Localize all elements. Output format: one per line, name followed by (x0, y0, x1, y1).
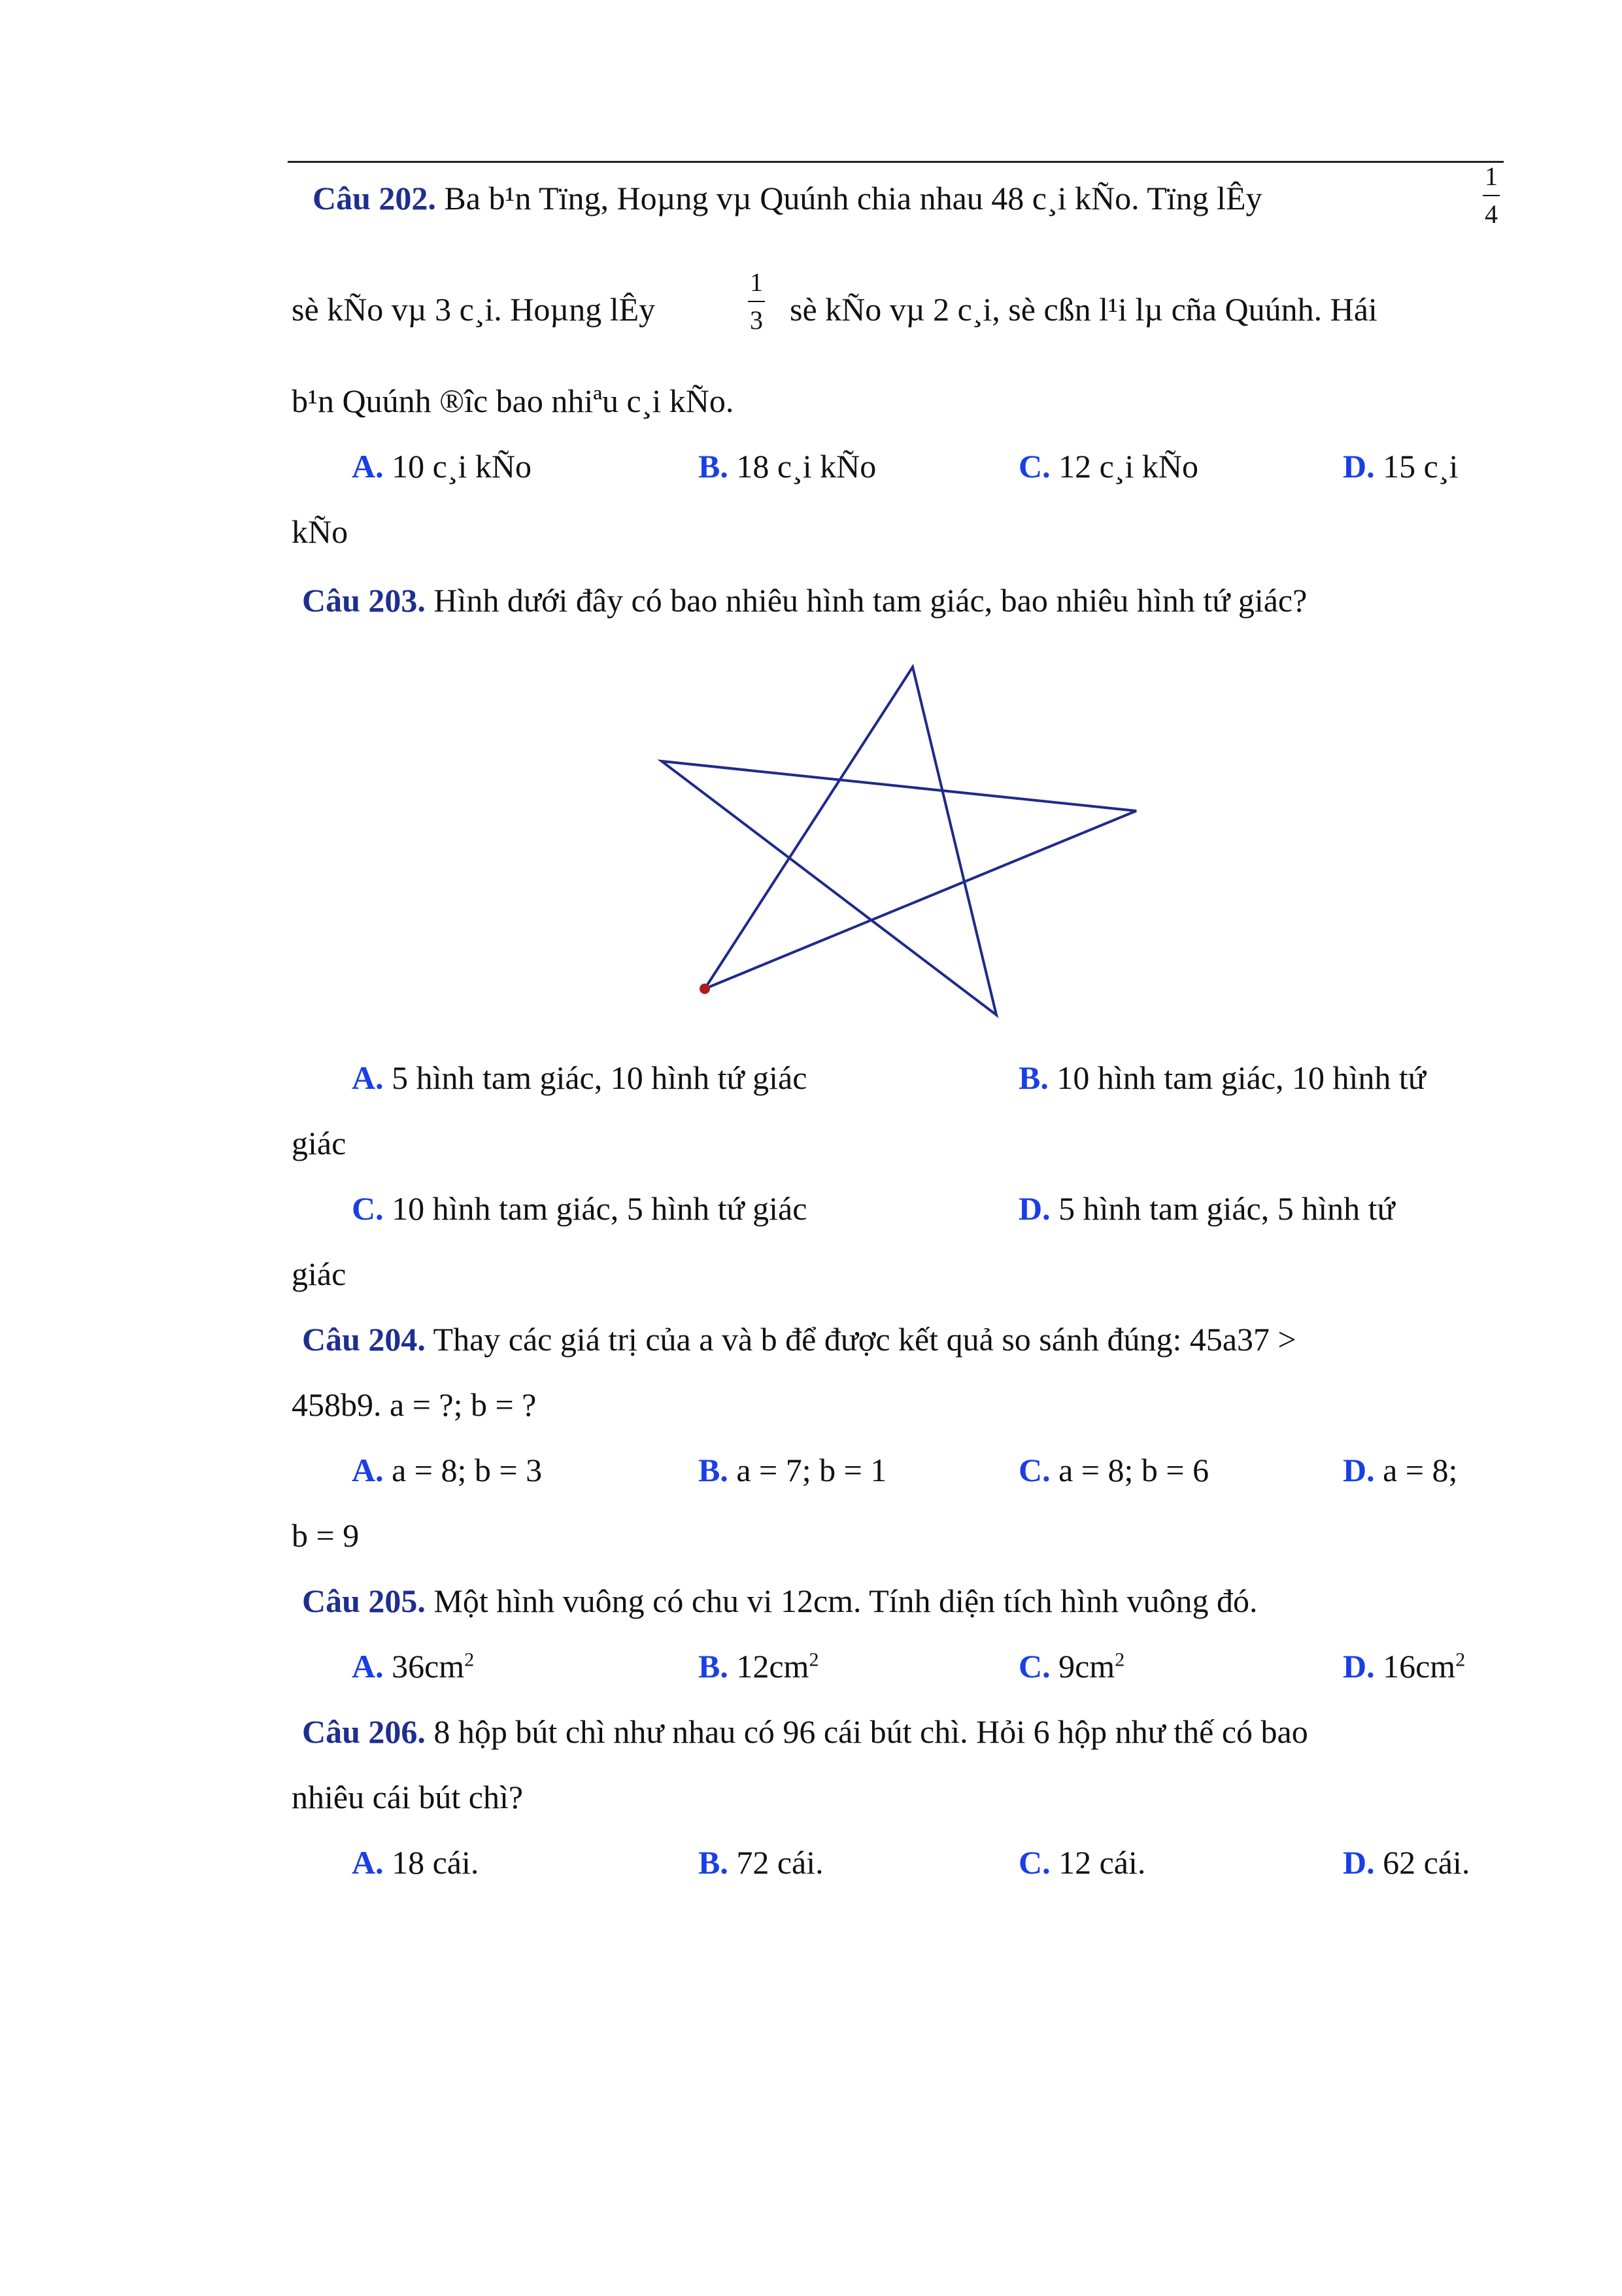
option-key: C. (352, 1190, 384, 1227)
option-text: 10 c¸i kÑo (392, 448, 532, 485)
question-label: Câu 203. (302, 582, 426, 619)
option-d[interactable] (1343, 1647, 1465, 1686)
option-text: a = 8; b = 6 (1058, 1452, 1209, 1488)
superscript: 2 (809, 1649, 819, 1671)
option-c[interactable] (352, 1189, 807, 1228)
option-d-wrap: giác (292, 1256, 346, 1292)
fraction-one-quarter (1478, 162, 1504, 229)
question-label: Câu 206. (302, 1713, 426, 1750)
option-key: D. (1343, 1452, 1375, 1488)
option-text: 36cm (392, 1648, 465, 1685)
option-d[interactable] (1343, 1450, 1457, 1490)
option-key: C. (1019, 448, 1051, 485)
fraction-bar (1483, 195, 1500, 196)
option-key: A. (352, 1059, 384, 1096)
question-label: Câu 202. (313, 180, 436, 216)
fraction-denominator: 4 (1485, 199, 1498, 229)
option-b[interactable] (1019, 1058, 1426, 1097)
option-text: 18 c¸i kÑo (736, 448, 877, 485)
option-text: 12 c¸i kÑo (1058, 448, 1198, 485)
superscript: 2 (464, 1649, 475, 1671)
question-text: 8 hộp bút chì như nhau có 96 cái bút chì. Hỏi 6 hộp như thế có bao (433, 1713, 1308, 1750)
option-key: D. (1019, 1190, 1051, 1227)
option-key: A. (352, 448, 384, 485)
option-a[interactable] (352, 1450, 542, 1490)
question-text: Hình dưới đây có bao nhiêu hình tam giác, bao nhiêu hình tứ giác? (433, 582, 1308, 619)
option-key: B. (1019, 1059, 1049, 1096)
option-text: 10 hình tam giác, 10 hình tứ (1056, 1059, 1426, 1096)
star-outline (662, 667, 1136, 1015)
option-text: a = 7; b = 1 (736, 1452, 887, 1488)
question-text: Thay các giá trị của a và b để được kết quả so sánh đúng: 45a37 > (433, 1321, 1296, 1358)
option-text: 15 c¸i (1383, 448, 1459, 485)
question-205-line-1 (302, 1581, 1258, 1620)
fraction-denominator: 3 (750, 305, 763, 335)
superscript: 2 (1115, 1649, 1125, 1671)
option-a[interactable] (352, 1647, 474, 1686)
question-text: Ba b¹n Tïng, Hoµng vµ Quúnh chia nhau 48 c¸i kÑo. Tïng lÊy (444, 180, 1262, 216)
option-text: 9cm (1058, 1648, 1115, 1685)
option-c[interactable] (1019, 1450, 1209, 1490)
question-204-line-2: 458b9. a = ?; b = ? (292, 1386, 537, 1423)
option-d[interactable] (1343, 1843, 1470, 1882)
option-text: 18 cái. (392, 1844, 479, 1881)
superscript: 2 (1455, 1649, 1466, 1671)
question-202-line-3: b¹n Quúnh ®îc bao nhiªu c¸i kÑo. (292, 383, 734, 419)
question-202-line-2a: sè kÑo vµ 3 c¸i. Hoµng lÊy (292, 291, 656, 328)
option-a[interactable] (352, 447, 532, 486)
option-text: 5 hình tam giác, 5 hình tứ (1058, 1190, 1395, 1227)
option-key: A. (352, 1452, 384, 1488)
question-206-line-2: nhiêu cái bút chì? (292, 1779, 524, 1815)
star-figure (641, 654, 1164, 1033)
option-key: A. (352, 1844, 384, 1881)
option-text: 16cm (1383, 1648, 1456, 1685)
option-key: A. (352, 1648, 384, 1685)
option-c[interactable] (1019, 1647, 1124, 1686)
option-text: 12cm (736, 1648, 809, 1685)
option-text: a = 8; (1383, 1452, 1458, 1488)
option-key: B. (698, 448, 728, 485)
option-key: B. (698, 1844, 728, 1881)
option-b[interactable] (698, 447, 876, 486)
fraction-one-third (743, 268, 769, 335)
top-rule (288, 161, 1504, 163)
option-text: 72 cái. (736, 1844, 824, 1881)
option-d-wrap: b = 9 (292, 1517, 360, 1554)
option-key: C. (1019, 1452, 1051, 1488)
option-b-wrap: giác (292, 1125, 346, 1161)
fraction-bar (748, 301, 765, 302)
option-text: 12 cái. (1058, 1844, 1146, 1881)
option-c[interactable] (1019, 447, 1198, 486)
option-key: C. (1019, 1648, 1051, 1685)
star-vertex-dot (700, 984, 710, 994)
question-204-line-1 (302, 1320, 1296, 1359)
option-c[interactable] (1019, 1843, 1145, 1882)
question-202-line-1 (313, 179, 1262, 218)
option-d[interactable] (1343, 447, 1458, 486)
option-b[interactable] (698, 1450, 887, 1490)
option-key: B. (698, 1648, 728, 1685)
option-text: a = 8; b = 3 (392, 1452, 543, 1488)
question-203-line-1 (302, 581, 1307, 620)
option-text: 10 hình tam giác, 5 hình tứ giác (392, 1190, 807, 1227)
option-d-wrap: kÑo (292, 513, 348, 550)
option-text: 5 hình tam giác, 10 hình tứ giác (392, 1059, 807, 1096)
option-d[interactable] (1019, 1189, 1395, 1228)
option-b[interactable] (698, 1647, 819, 1686)
option-key: D. (1343, 1648, 1375, 1685)
question-206-line-1 (302, 1712, 1308, 1751)
option-text: 62 cái. (1383, 1844, 1470, 1881)
option-key: B. (698, 1452, 728, 1488)
option-key: C. (1019, 1844, 1051, 1881)
option-a[interactable] (352, 1843, 479, 1882)
option-b[interactable] (698, 1843, 824, 1882)
option-key: D. (1343, 448, 1375, 485)
question-label: Câu 204. (302, 1321, 426, 1358)
question-202-line-2b: sè kÑo vµ 2 c¸i, sè cßn l¹i lµ cña Quúnh. Hái (790, 291, 1377, 328)
option-a[interactable] (352, 1058, 807, 1097)
fraction-numerator: 1 (1485, 162, 1498, 191)
fraction-numerator: 1 (750, 267, 763, 297)
question-label: Câu 205. (302, 1583, 426, 1619)
option-key: D. (1343, 1844, 1375, 1881)
question-text: Một hình vuông có chu vi 12cm. Tính diện tích hình vuông đó. (433, 1583, 1258, 1619)
